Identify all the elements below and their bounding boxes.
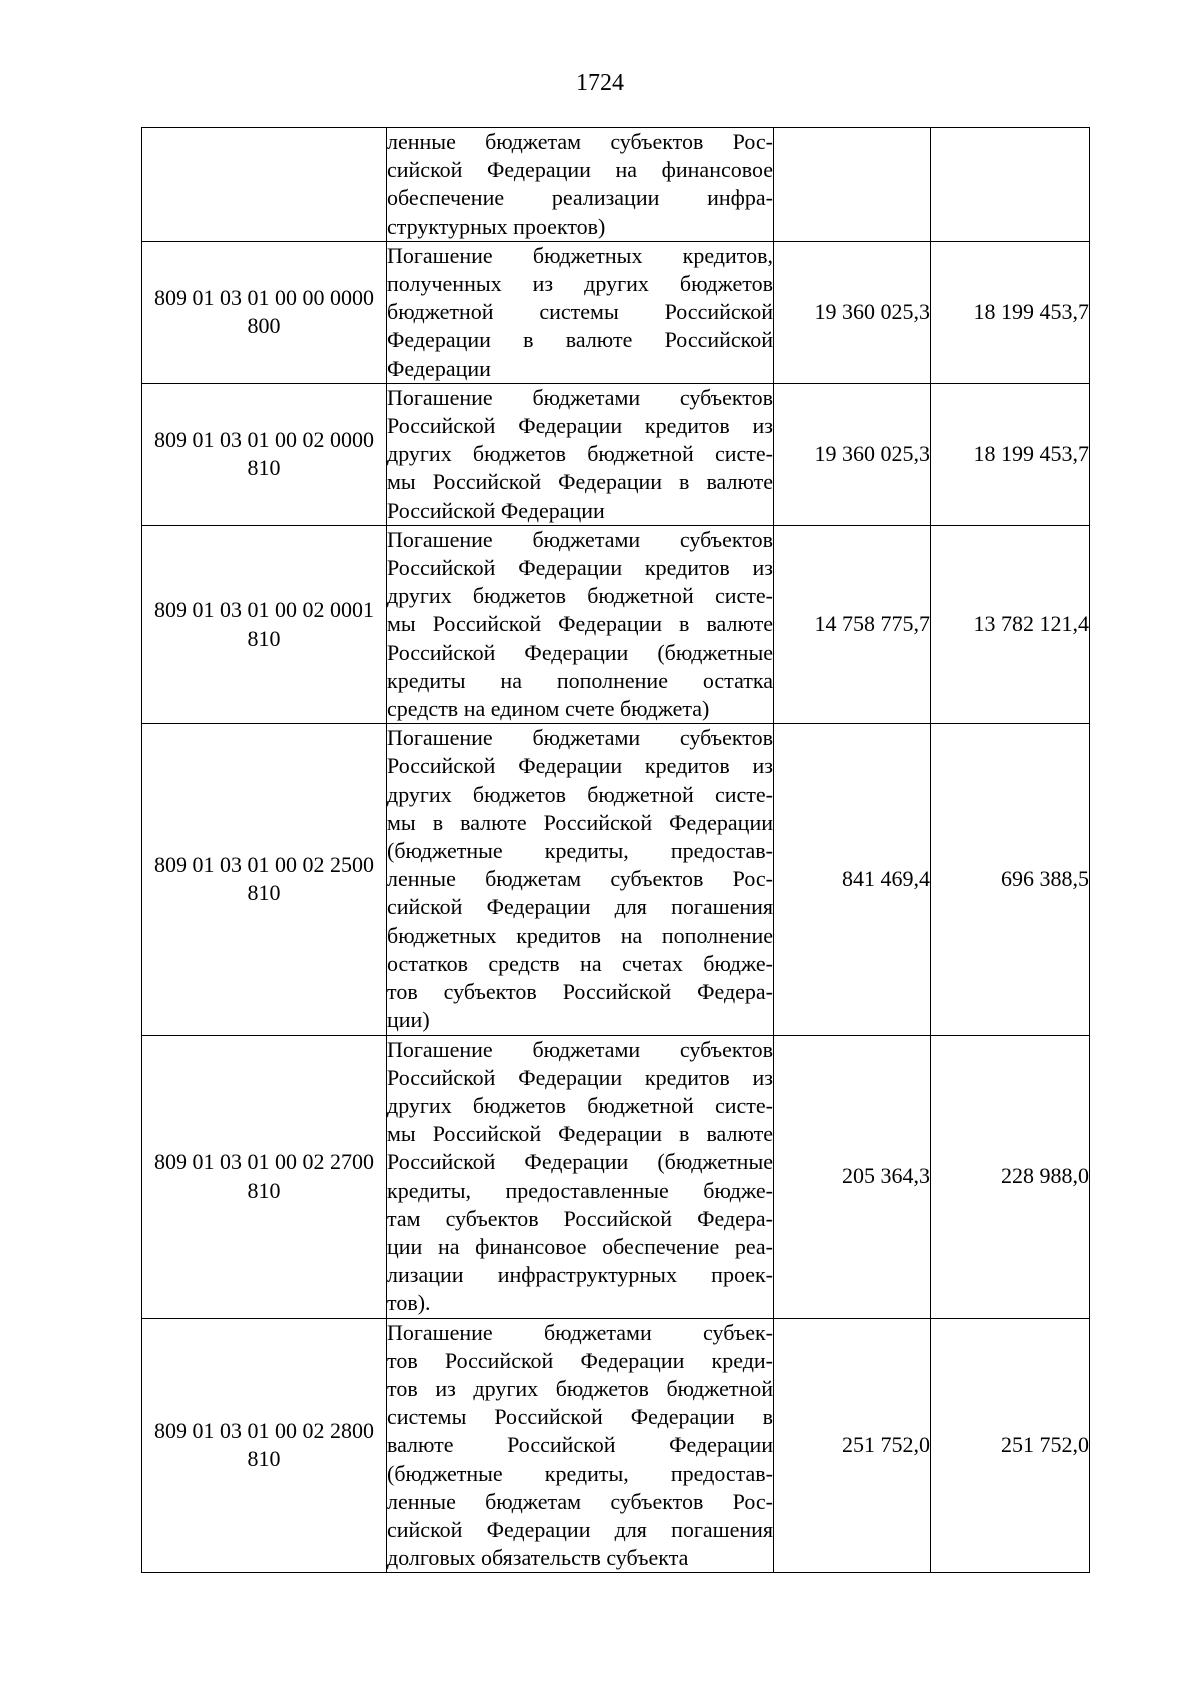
source-name-line: Федерации в валюте Российской [387, 327, 773, 353]
source-name-line: там субъектов Российской Федера- [387, 1205, 773, 1231]
table-row [142, 525, 1090, 723]
source-name-line: системы Российской Федерации в [387, 1404, 773, 1430]
classification-code-part: 800 [247, 313, 281, 339]
source-name-line: других бюджетов бюджетной систе- [387, 441, 773, 467]
classification-code-cell [142, 1318, 387, 1573]
classification-code-part: 809 01 03 01 00 02 2500 [154, 852, 374, 878]
source-name-line: других бюджетов бюджетной систе- [387, 1092, 773, 1118]
classification-code-part: 809 01 03 01 00 00 0000 [154, 285, 374, 311]
classification-code-part: 810 [247, 625, 281, 651]
source-name-cell [387, 1318, 774, 1573]
classification-code-cell [142, 724, 387, 1035]
budget-sources-table [141, 127, 1090, 1573]
amount-year-1-cell: 19 360 025,3 [774, 241, 931, 383]
amount-year-1-cell: 14 758 775,7 [774, 525, 931, 723]
amount-year-2-cell: 228 988,0 [931, 1035, 1090, 1318]
source-name-line: бюджетной системы Российской [387, 299, 773, 325]
source-name-line: сийской Федерации на финансовое [387, 157, 773, 183]
source-name-line: ленные бюджетам субъектов Рос- [387, 1488, 773, 1514]
table-row [142, 1318, 1090, 1573]
source-name-line: (бюджетные кредиты, предостав- [387, 838, 773, 864]
classification-code-part: 810 [247, 880, 281, 906]
source-name-line: Российской Федерации кредитов из [387, 753, 773, 779]
table-row [142, 128, 1090, 242]
classification-code-cell [142, 128, 387, 242]
source-name-line: Федерации [387, 355, 491, 381]
source-name-line: Российской Федерации (бюджетные [387, 639, 773, 665]
amount-year-1-cell [774, 128, 931, 242]
amount-year-1-cell: 205 364,3 [774, 1035, 931, 1318]
source-name-cell [387, 525, 774, 723]
source-name-line: Погашение бюджетами субъектов [387, 526, 773, 552]
amount-year-2-cell: 18 199 453,7 [931, 241, 1090, 383]
source-name-line: сийской Федерации для погашения [387, 894, 773, 920]
classification-code-part: 810 [247, 455, 281, 481]
source-name-line: лизации инфраструктурных проек- [387, 1262, 773, 1288]
source-name-line: тов Российской Федерации креди- [387, 1347, 773, 1373]
source-name-line: Российской Федерации кредитов из [387, 1064, 773, 1090]
source-name-line: Погашение бюджетами субъек- [387, 1319, 773, 1345]
page-number: 1724 [576, 70, 624, 96]
source-name-line: других бюджетов бюджетной систе- [387, 583, 773, 609]
source-name-line: Погашение бюджетами субъектов [387, 725, 773, 751]
source-name-cell [387, 1035, 774, 1318]
table-row [142, 241, 1090, 383]
classification-code-part: 810 [247, 1177, 281, 1203]
source-name-line: мы Российской Федерации в валюте [387, 611, 773, 637]
source-name-line: (бюджетные кредиты, предостав- [387, 1460, 773, 1486]
source-name-line: мы Российской Федерации в валюте [387, 469, 773, 495]
source-name-line: Погашение бюджетных кредитов, [387, 242, 773, 268]
classification-code-cell [142, 525, 387, 723]
source-name-line: Российской Федерации кредитов из [387, 413, 773, 439]
classification-code-part: 810 [247, 1446, 281, 1472]
classification-code-part: 809 01 03 01 00 02 0000 [154, 427, 374, 453]
source-name-line: кредиты, предоставленные бюдже- [387, 1177, 773, 1203]
source-name-line: структурных проектов) [387, 213, 606, 239]
source-name-line: ленные бюджетам субъектов Рос- [387, 129, 773, 154]
source-name-line: других бюджетов бюджетной систе- [387, 781, 773, 807]
source-name-line: средств на едином счете бюджета) [387, 696, 710, 722]
classification-code-cell [142, 241, 387, 383]
source-name-line: Российской Федерации кредитов из [387, 555, 773, 581]
table-row [142, 383, 1090, 525]
source-name-line: тов из других бюджетов бюджетной [387, 1375, 773, 1401]
source-name-line: сийской Федерации для погашения [387, 1516, 773, 1542]
source-name-line: ции) [387, 1007, 430, 1033]
table-row [142, 1035, 1090, 1318]
classification-code-cell [142, 1035, 387, 1318]
source-name-line: обеспечение реализации инфра- [387, 185, 773, 211]
source-name-line: мы в валюте Российской Федерации [387, 809, 773, 835]
amount-year-2-cell [931, 128, 1090, 242]
source-name-line: Российской Федерации (бюджетные [387, 1149, 773, 1175]
amount-year-2-cell: 696 388,5 [931, 724, 1090, 1035]
source-name-cell [387, 383, 774, 525]
amount-year-1-cell: 19 360 025,3 [774, 383, 931, 525]
source-name-line: остатков средств на счетах бюдже- [387, 950, 773, 976]
source-name-line: ции на финансовое обеспечение реа- [387, 1233, 773, 1259]
classification-code-part: 809 01 03 01 00 02 2800 [154, 1418, 374, 1444]
source-name-line: полученных из других бюджетов [387, 271, 773, 297]
source-name-line: Погашение бюджетами субъектов [387, 1036, 773, 1062]
amount-year-2-cell: 13 782 121,4 [931, 525, 1090, 723]
source-name-line: Российской Федерации [387, 497, 605, 523]
source-name-cell [387, 241, 774, 383]
amount-year-1-cell: 251 752,0 [774, 1318, 931, 1573]
source-name-line: ленные бюджетам субъектов Рос- [387, 866, 773, 892]
amount-year-2-cell: 18 199 453,7 [931, 383, 1090, 525]
source-name-line: валюте Российской Федерации [387, 1432, 773, 1458]
source-name-line: долговых обязательств субъекта [387, 1545, 689, 1571]
classification-code-cell [142, 383, 387, 525]
source-name-line: тов субъектов Российской Федера- [387, 979, 773, 1005]
source-name-line: мы Российской Федерации в валюте [387, 1121, 773, 1147]
source-name-line: Погашение бюджетами субъектов [387, 384, 773, 410]
source-name-line: бюджетных кредитов на пополнение [387, 922, 773, 948]
source-name-line: кредиты на пополнение остатка [387, 667, 773, 693]
source-name-line: тов). [387, 1290, 431, 1316]
table-row [142, 724, 1090, 1035]
table-body [142, 128, 1090, 1573]
classification-code-part: 809 01 03 01 00 02 2700 [154, 1149, 374, 1175]
source-name-cell [387, 724, 774, 1035]
amount-year-1-cell: 841 469,4 [774, 724, 931, 1035]
classification-code-part: 809 01 03 01 00 02 0001 [154, 597, 374, 623]
amount-year-2-cell: 251 752,0 [931, 1318, 1090, 1573]
source-name-cell [387, 128, 774, 242]
